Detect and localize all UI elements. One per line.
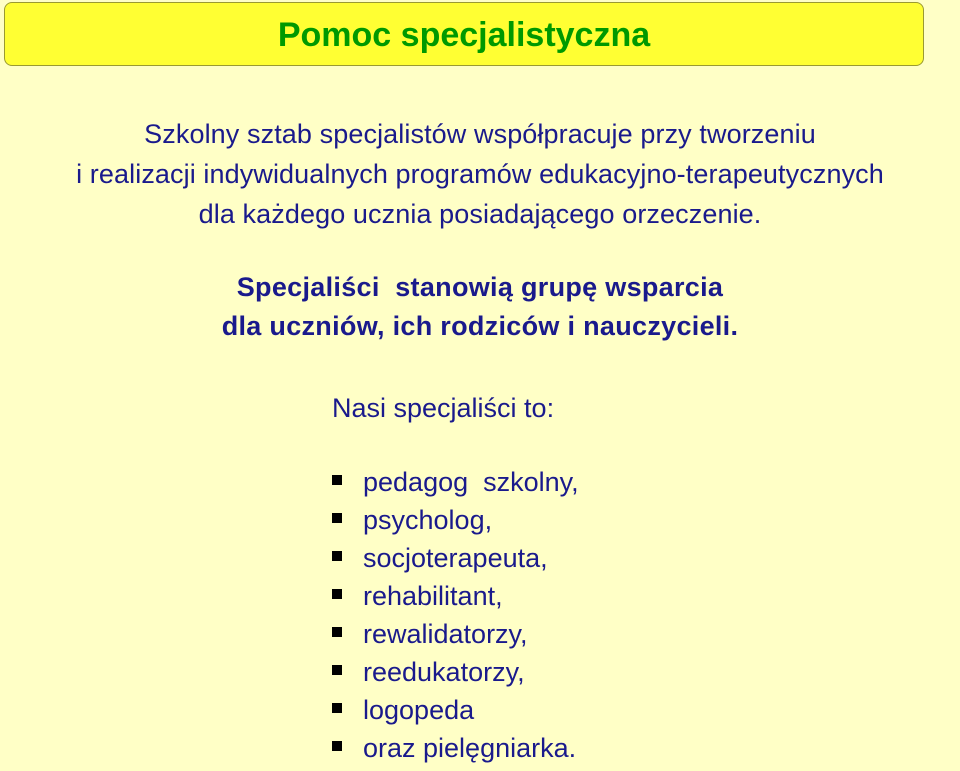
specialists-heading: Nasi specjaliści to:	[332, 393, 555, 423]
intro-line-2: i realizacji indywidualnych programów edukacyjno-terapeutycznych	[76, 159, 884, 189]
list-item	[332, 615, 579, 653]
list-item	[332, 539, 579, 577]
page-title: Pomoc specjalistyczna	[277, 15, 651, 54]
support-line-1: Specjaliści stanowią grupę wsparcia	[236, 272, 724, 302]
list-item	[332, 729, 579, 767]
list-item-label: reedukatorzy,	[363, 656, 525, 687]
support-line-2: dla uczniów, ich rodziców i nauczycieli.	[221, 311, 739, 341]
square-bullet-icon	[332, 551, 342, 561]
support-statement	[0, 268, 960, 346]
intro-line-3: dla każdego ucznia posiadającego orzeczenie.	[198, 199, 762, 229]
list-item-label: psycholog,	[363, 504, 493, 535]
list-item-label: pedagog szkolny,	[363, 466, 579, 497]
list-item	[332, 463, 579, 501]
square-bullet-icon	[332, 627, 342, 637]
square-bullet-icon	[332, 703, 342, 713]
list-item-label: oraz pielęgniarka.	[363, 732, 577, 763]
square-bullet-icon	[332, 741, 342, 751]
list-item-label: logopeda	[363, 694, 475, 725]
square-bullet-icon	[332, 513, 342, 523]
square-bullet-icon	[332, 475, 342, 485]
list-item	[332, 653, 579, 691]
list-item-label: rehabilitant,	[363, 580, 503, 611]
list-item	[332, 577, 579, 615]
intro-line-1: Szkolny sztab specjalistów współpracuje przy tworzeniu	[144, 119, 816, 149]
list-item-label: socjoterapeuta,	[363, 542, 548, 573]
title-banner	[4, 2, 924, 66]
list-item-label: rewalidatorzy,	[363, 618, 528, 649]
list-item	[332, 691, 579, 729]
square-bullet-icon	[332, 665, 342, 675]
intro-paragraph	[0, 114, 960, 234]
square-bullet-icon	[332, 589, 342, 599]
specialists-list	[332, 463, 579, 767]
list-item	[332, 501, 579, 539]
